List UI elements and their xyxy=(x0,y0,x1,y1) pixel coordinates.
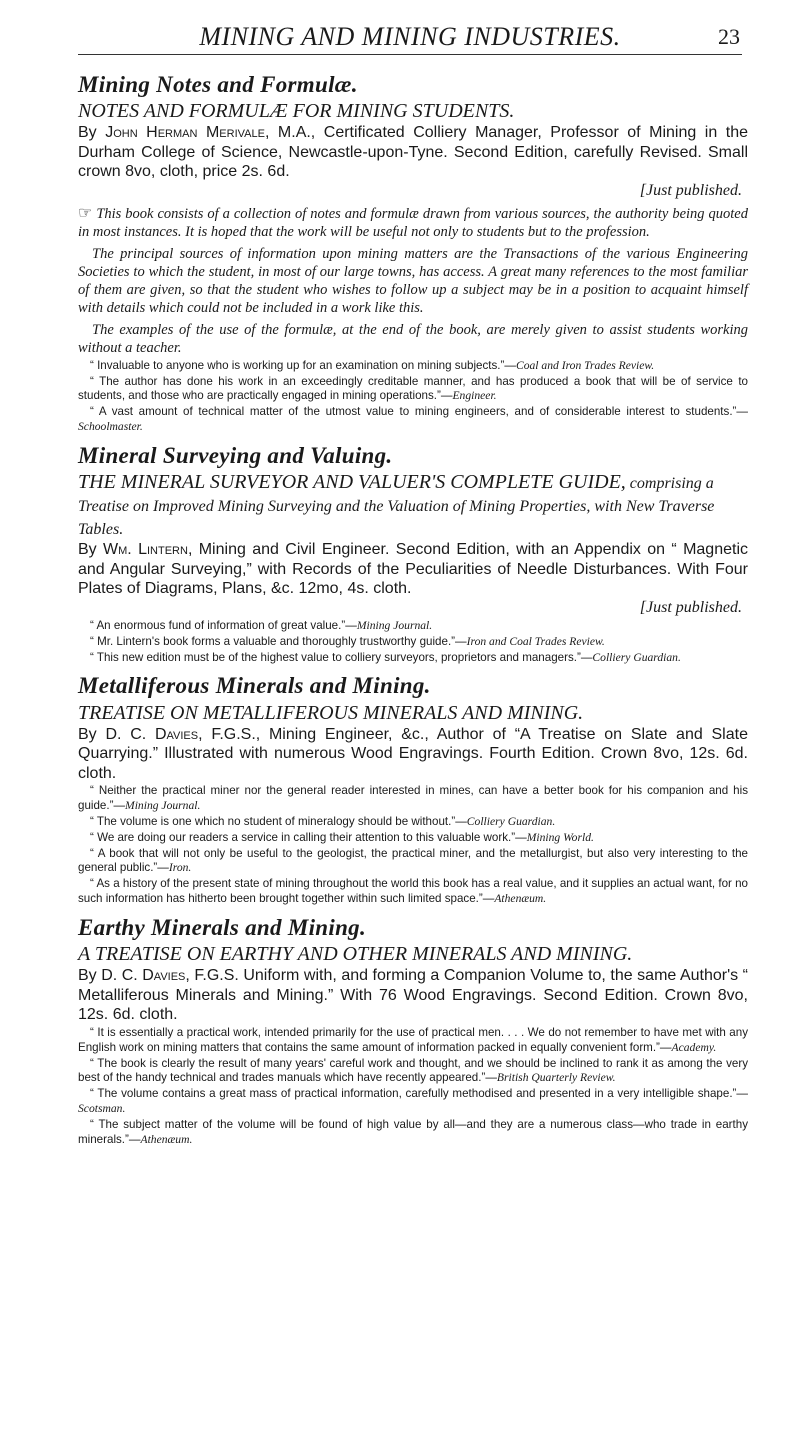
book-description: By D. C. Davies, F.G.S., Mining Engineer, &c., Author of “A Treatise on Slate and Slate Quarrying.” Illustrated with numerous Wood Engravings. Fourth Edition. Crown 8vo, 12s. 6d. cloth. xyxy=(78,725,748,782)
book-description: By Wm. Lintern, Mining and Civil Engineer. Second Edition, with an Appendix on “ Magnetic and Angular Surveying,” with Records of the Peculiarities of Needle Disturbances. With Four Plates of Diagrams, Plans, &c. 12mo, 4s. cloth. xyxy=(78,541,748,598)
section-heading: Mining Notes and Formulæ. xyxy=(78,72,358,97)
author-name: D. C. Davies xyxy=(101,967,186,985)
review-quote: “ The volume contains a great mass of practical information, carefully methodised and presented in a very intelligible shape.”—Scotsman. xyxy=(78,1087,748,1116)
section-metalliferous-minerals xyxy=(78,673,748,907)
author-name: Wm. Lintern xyxy=(103,541,188,559)
review-quote: “ The author has done his work in an exceedingly creditable manner, and has produced a book that will be of service to students, and those who are practically engaged in mining operations.”—Engineer. xyxy=(78,374,748,403)
page-content xyxy=(78,64,748,1148)
book-title: A TREATISE ON EARTHY AND OTHER MINERALS AND MINING. xyxy=(78,943,633,966)
review-quote: “ An enormous fund of information of great value.”—Mining Journal. xyxy=(90,618,433,632)
running-title: MINING AND MINING INDUSTRIES. xyxy=(199,22,621,51)
book-title: THE MINERAL SURVEYOR AND VALUER'S COMPLETE GUIDE, comprising a Treatise on Improved Mining Surveying and the Valuation of Mining Properties, with New Traverse Tables. xyxy=(78,471,715,539)
review-quote: “ A vast amount of technical matter of the utmost value to mining engineers, and of considerable interest to students.”—Schoolmaster. xyxy=(78,405,748,434)
section-heading: Earthy Minerals and Mining. xyxy=(78,914,367,940)
author-name: D. C. Davies xyxy=(105,725,199,743)
review-quote: “ The book is clearly the result of many years' careful work and thought, and we should be inclined to rank it as among the very best of the handy technical and trades manuals which have recently appeared.”—British Quarterly Review. xyxy=(78,1056,748,1085)
book-title: NOTES AND FORMULÆ FOR MINING STUDENTS. xyxy=(78,100,515,123)
section-heading: Mineral Surveying and Valuing. xyxy=(78,442,393,468)
review-quote: “ A book that will not only be useful to the geologist, the practical miner, and the metallurgist, but also very interesting to the general public.”—Iron. xyxy=(78,846,748,875)
section-earthy-minerals xyxy=(78,915,748,1148)
review-quote: “ Mr. Lintern's book forms a valuable and thoroughly trustworthy guide.”—Iron and Coal Trades Review. xyxy=(90,634,605,648)
review-quote: “ Neither the practical miner nor the general reader interested in mines, can have a better book for his companion and his guide.”—Mining Journal. xyxy=(78,784,748,813)
pointing-hand-icon: ☞ xyxy=(78,204,93,222)
just-published-note: [Just published. xyxy=(639,598,742,616)
editorial-note: ☞ This book consists of a collection of notes and formulæ drawn from various sources, the authority being quoted in most instances. It is hoped that the work will be useful not only to students but to the profession. xyxy=(78,204,748,240)
book-title: TREATISE ON METALLIFEROUS MINERALS AND MINING. xyxy=(78,701,584,724)
section-mining-notes xyxy=(78,72,748,435)
running-head xyxy=(78,8,742,55)
section-mineral-surveying xyxy=(78,443,748,665)
editorial-note: The principal sources of information upon mining matters are the Transactions of the various Engineering Societies to which the student, in most of our large towns, has access. A great many references to the most familiar of them are given, so that the student who wishes to follow up a subject may be in a position to acquaint himself with details which could not be included in a work like this. xyxy=(78,245,748,316)
section-heading: Metalliferous Minerals and Mining. xyxy=(78,673,431,699)
book-description: By D. C. Davies, F.G.S. Uniform with, and forming a Companion Volume to, the same Author's “ Metalliferous Minerals and Mining.” With 76 Wood Engravings. Second Edition. Crown 8vo, 12s. 6d. cloth. xyxy=(78,967,748,1024)
review-quote: “ It is essentially a practical work, intended primarily for the use of practical men. . . . We do not remember to have met with any English work on mining matters that contains the same amount of information packed in equally convenient form.”—Academy. xyxy=(78,1025,748,1054)
review-quote: “ As a history of the present state of mining throughout the world this book has a real value, and it supplies an actual want, for no such information has hitherto been brought together within such limited space.”—Athenæum. xyxy=(78,877,749,906)
just-published-note: [Just published. xyxy=(639,181,742,199)
review-quote: “ Invaluable to anyone who is working up for an examination on mining subjects.”—Coal and Iron Trades Review. xyxy=(90,358,655,372)
author-name: John Herman Merivale xyxy=(105,124,265,142)
review-quote: “ The subject matter of the volume will be found of high value by all—and they are a numerous class—who trade in earthy minerals.”—Athenæum. xyxy=(78,1117,748,1146)
review-quote: “ This new edition must be of the highest value to colliery surveyors, proprietors and managers.”—Colliery Guardian. xyxy=(90,650,681,664)
page-number: 23 xyxy=(718,24,740,49)
book-description: By John Herman Merivale, M.A., Certificated Colliery Manager, Professor of Mining in the Durham College of Science, Newcastle-upon-Tyne. Second Edition, carefully Revised. Small crown 8vo, cloth, price 2s. 6d. xyxy=(78,124,749,181)
review-quote: “ We are doing our readers a service in calling their attention to this valuable work.”—Mining World. xyxy=(90,830,594,844)
editorial-note: The examples of the use of the formulæ, at the end of the book, are merely given to assist students working without a teacher. xyxy=(78,321,748,356)
review-quote: “ The volume is one which no student of mineralogy should be without.”—Colliery Guardian. xyxy=(90,814,556,828)
